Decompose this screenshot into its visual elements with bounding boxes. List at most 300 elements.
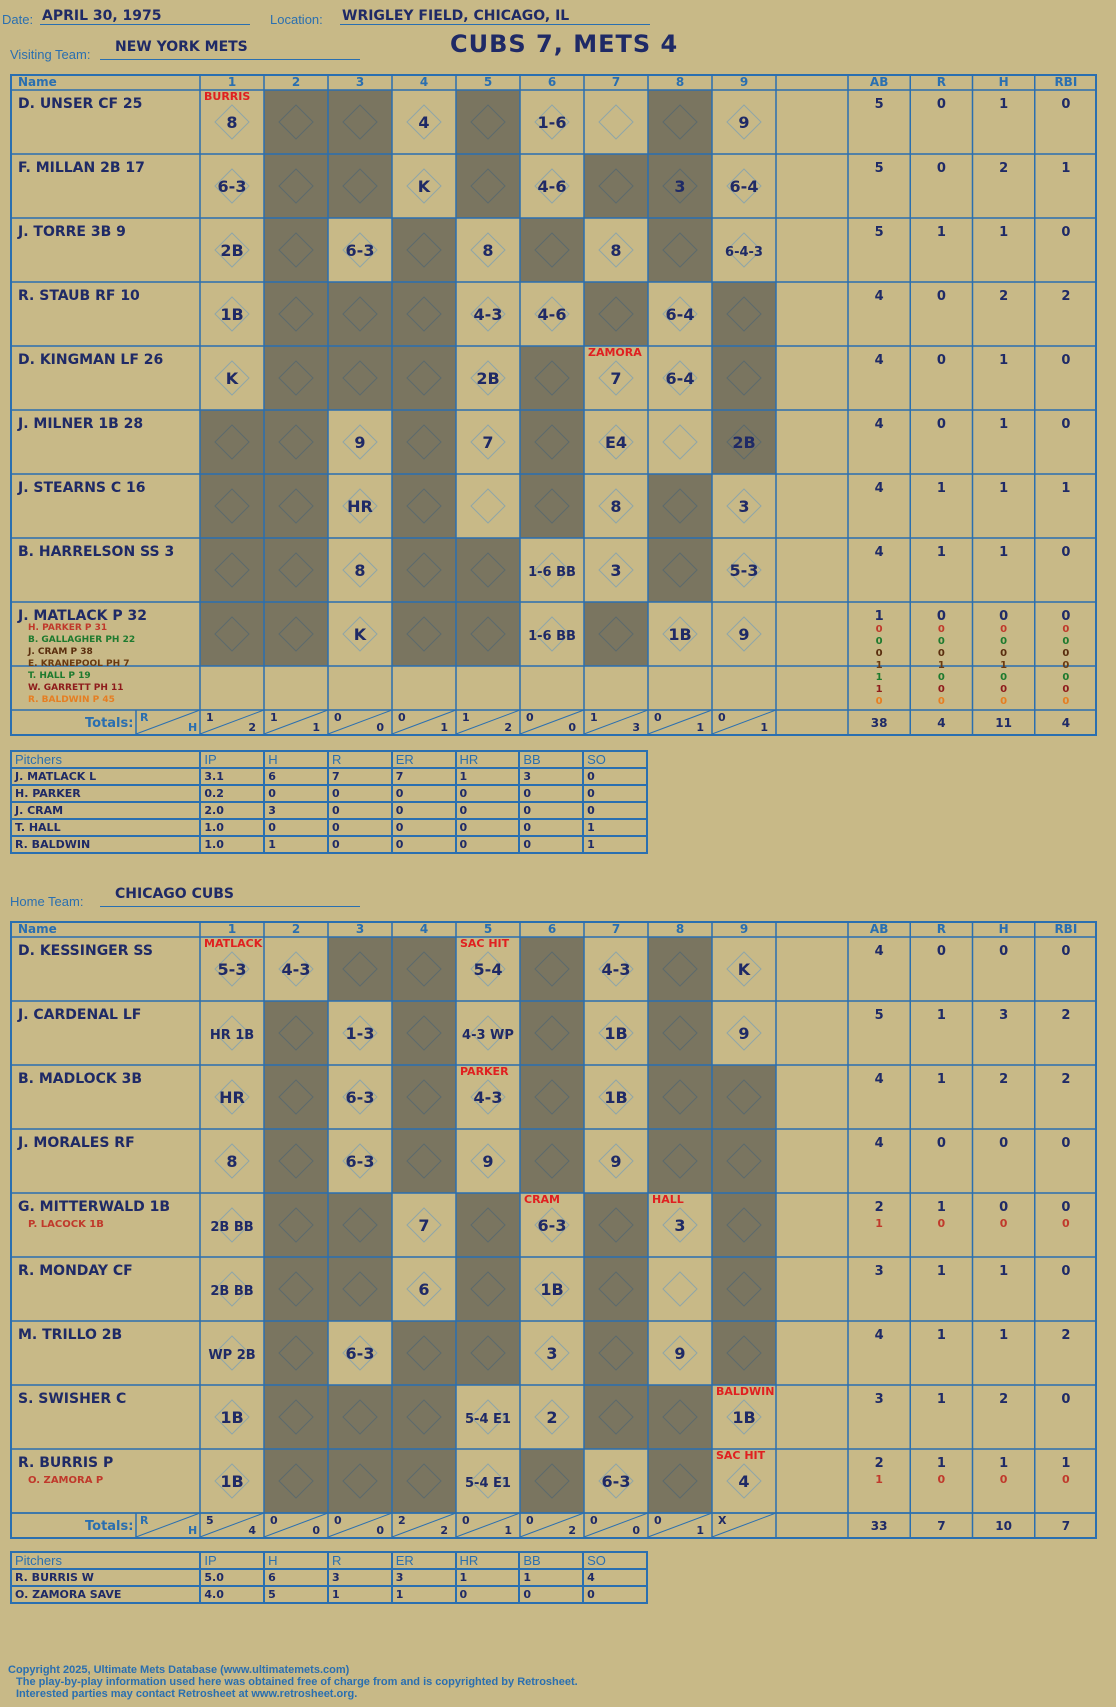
stat-header: H bbox=[998, 75, 1009, 89]
home-team-label: Home Team: bbox=[10, 894, 84, 909]
inning-header: 6 bbox=[547, 75, 557, 89]
inning-cell bbox=[456, 1321, 520, 1385]
play-result: 5-3 bbox=[217, 960, 247, 979]
play-result: 2B bbox=[220, 241, 244, 260]
batter-name: G. MITTERWALD 1B bbox=[18, 1199, 171, 1215]
batter-stat: 4 bbox=[874, 944, 884, 959]
inning-hits: 1 bbox=[440, 721, 448, 734]
pitcher-stat: 6 bbox=[264, 1569, 328, 1586]
inning-header: 3 bbox=[355, 75, 365, 89]
play-result: 5-4 bbox=[473, 960, 503, 979]
inning-runs: 0 bbox=[718, 711, 726, 724]
pitcher-name: R. BURRIS W bbox=[11, 1569, 200, 1586]
play-result: 9 bbox=[738, 1024, 750, 1043]
pitcher-stat: 0 bbox=[519, 1586, 583, 1603]
pitcher-stat: 0 bbox=[392, 802, 456, 819]
batter-stat: 2 bbox=[999, 1072, 1009, 1087]
pitch-col-header: SO bbox=[583, 751, 647, 768]
inning-cell bbox=[392, 937, 456, 1001]
inning-cell bbox=[712, 282, 776, 346]
inning-runs: 1 bbox=[590, 711, 598, 724]
play-result: 5-4 E1 bbox=[465, 1412, 511, 1427]
batter-name: D. KINGMAN LF 26 bbox=[18, 352, 164, 368]
batter-name: R. BURRIS P bbox=[18, 1455, 114, 1471]
batter-stat: 2 bbox=[874, 1456, 884, 1471]
inning-hits: 3 bbox=[632, 721, 640, 734]
batter-name: R. STAUB RF 10 bbox=[18, 288, 140, 304]
sub-stat: 0 bbox=[1000, 624, 1008, 635]
name-header: Name bbox=[18, 75, 57, 89]
batter-stat: 1 bbox=[1061, 481, 1071, 496]
inning-runs: 1 bbox=[206, 711, 214, 724]
batter-stat: 4 bbox=[874, 353, 884, 368]
total-stat: 38 bbox=[870, 716, 888, 730]
play-result: 4-6 bbox=[537, 177, 567, 196]
total-stat: 10 bbox=[995, 1519, 1012, 1533]
pitcher-row bbox=[11, 1569, 647, 1586]
inning-hits: 1 bbox=[504, 1524, 512, 1537]
pitcher-name: O. ZAMORA SAVE bbox=[11, 1586, 200, 1603]
play-result: K bbox=[417, 177, 431, 196]
inning-cell bbox=[456, 90, 520, 154]
inning-cell bbox=[456, 1257, 520, 1321]
inning-header: 8 bbox=[675, 922, 685, 936]
batter-stat: 2 bbox=[1061, 1328, 1071, 1343]
play-result: 1B bbox=[604, 1024, 628, 1043]
inning-hits: 0 bbox=[376, 721, 384, 734]
inning-runs: 0 bbox=[590, 1514, 598, 1527]
pitch-col-header: IP bbox=[200, 751, 264, 768]
batter-stat: 0 bbox=[1061, 1264, 1071, 1279]
pitcher-stat: 0 bbox=[264, 819, 328, 836]
totals-label: Totals: bbox=[85, 1519, 134, 1534]
inning-cell bbox=[328, 1385, 392, 1449]
home-scorecard bbox=[10, 921, 1097, 1539]
inning-cell bbox=[456, 1193, 520, 1257]
inning-runs: 0 bbox=[654, 711, 662, 724]
inning-cell bbox=[648, 937, 712, 1001]
inning-cell bbox=[648, 1257, 712, 1321]
batter-stat: 1 bbox=[999, 353, 1009, 368]
play-result: 9 bbox=[610, 1152, 622, 1171]
inning-cell bbox=[520, 937, 584, 1001]
play-result: 1B bbox=[604, 1088, 628, 1107]
pitcher-stat: 0 bbox=[519, 785, 583, 802]
sub-name: J. CRAM P 38 bbox=[28, 647, 93, 657]
pitch-col-header: ER bbox=[392, 1552, 456, 1569]
inning-cell bbox=[264, 538, 328, 602]
pitch-col-header: HR bbox=[456, 1552, 520, 1569]
sub-name: P. LACOCK 1B bbox=[28, 1219, 104, 1230]
inning-cell bbox=[648, 1065, 712, 1129]
play-result: 8 bbox=[226, 1152, 238, 1171]
play-result: E4 bbox=[604, 433, 628, 452]
inning-header: 4 bbox=[419, 922, 429, 936]
play-result: WP 2B bbox=[208, 1348, 256, 1363]
inning-hits: 2 bbox=[440, 1524, 448, 1537]
inning-cell bbox=[328, 1449, 392, 1513]
inning-runs: X bbox=[718, 1514, 727, 1527]
sub-stat: 0 bbox=[1062, 672, 1070, 683]
sub-stat: 0 bbox=[937, 684, 945, 695]
play-result: 1B bbox=[540, 1280, 564, 1299]
total-stat: 33 bbox=[870, 1519, 888, 1533]
inning-hits: 1 bbox=[696, 721, 704, 734]
pitcher-stat: 0 bbox=[456, 1586, 520, 1603]
inning-hits: 2 bbox=[248, 721, 256, 734]
play-result: 3 bbox=[674, 177, 686, 196]
inning-cell bbox=[328, 346, 392, 410]
inning-runs: 1 bbox=[270, 711, 278, 724]
play-result: K bbox=[737, 960, 751, 979]
batter-stat: 1 bbox=[999, 225, 1009, 240]
play-result: K bbox=[353, 625, 367, 644]
scorecard-note: HALL bbox=[652, 1193, 684, 1206]
batter-stat: 0 bbox=[1061, 1392, 1071, 1407]
batter-stat: 4 bbox=[874, 1328, 884, 1343]
batter-name: R. MONDAY CF bbox=[18, 1263, 133, 1279]
pitcher-stat: 1 bbox=[583, 819, 647, 836]
batter-stat: 0 bbox=[999, 609, 1009, 624]
inning-cell bbox=[712, 1257, 776, 1321]
inning-cell bbox=[264, 1257, 328, 1321]
batter-stat: 3 bbox=[999, 1008, 1009, 1023]
batter-stat: 2 bbox=[999, 1392, 1009, 1407]
pitcher-stat: 7 bbox=[392, 768, 456, 785]
inning-cell bbox=[392, 1129, 456, 1193]
inning-cell bbox=[584, 1257, 648, 1321]
play-result: 6-3 bbox=[217, 177, 247, 196]
play-result: 6-4 bbox=[665, 369, 695, 388]
batter-stat: 1 bbox=[936, 1328, 946, 1343]
pitcher-stat: 1 bbox=[456, 1569, 520, 1586]
inning-cell bbox=[648, 1449, 712, 1513]
play-result: 7 bbox=[482, 433, 494, 452]
batter-stat: 0 bbox=[999, 944, 1009, 959]
inning-cell bbox=[584, 154, 648, 218]
scorecard-note: BALDWIN bbox=[716, 1385, 775, 1398]
inning-cell bbox=[264, 602, 328, 666]
batter-stat: 1 bbox=[936, 1456, 946, 1471]
play-result: 7 bbox=[418, 1216, 430, 1235]
batter-stat: 0 bbox=[936, 289, 946, 304]
sub-stat: 0 bbox=[875, 636, 883, 647]
batter-stat: 2 bbox=[1061, 1008, 1071, 1023]
sub-stat: 0 bbox=[1000, 696, 1008, 707]
batter-name: D. KESSINGER SS bbox=[18, 943, 153, 959]
visiting-team-value: NEW YORK METS bbox=[115, 39, 248, 55]
play-result: 8 bbox=[610, 497, 622, 516]
inning-cell bbox=[392, 602, 456, 666]
batter-stat: 1 bbox=[936, 481, 946, 496]
batter-stat: 5 bbox=[874, 1008, 884, 1023]
sub-stat: 0 bbox=[1062, 684, 1070, 695]
play-result: 5-3 bbox=[729, 561, 759, 580]
inning-cell bbox=[328, 282, 392, 346]
pitcher-stat: 0 bbox=[328, 819, 392, 836]
inning-cell bbox=[264, 1385, 328, 1449]
inning-cell bbox=[456, 538, 520, 602]
inning-cell bbox=[584, 282, 648, 346]
batter-name: M. TRILLO 2B bbox=[18, 1327, 123, 1343]
pitcher-stat: 0 bbox=[583, 1586, 647, 1603]
batter-stat: 3 bbox=[874, 1392, 884, 1407]
batter-stat: 1 bbox=[999, 1456, 1009, 1471]
play-result: 6-3 bbox=[345, 1088, 375, 1107]
inning-hits: 1 bbox=[760, 721, 768, 734]
home-pitching-table bbox=[10, 1551, 648, 1604]
batter-stat: 5 bbox=[874, 161, 884, 176]
inning-cell bbox=[456, 474, 520, 538]
pitcher-stat: 0 bbox=[583, 785, 647, 802]
sub-name: O. ZAMORA P bbox=[28, 1475, 104, 1486]
sub-name: H. PARKER P 31 bbox=[28, 623, 108, 633]
stat-header: R bbox=[936, 922, 946, 936]
pitch-col-header: H bbox=[264, 1552, 328, 1569]
batter-stat: 4 bbox=[874, 545, 884, 560]
batter-stat: 0 bbox=[1061, 1136, 1071, 1151]
play-result: 4-3 WP bbox=[462, 1028, 514, 1043]
play-result: K bbox=[225, 369, 239, 388]
inning-cell bbox=[712, 1193, 776, 1257]
batter-stat: 0 bbox=[1061, 944, 1071, 959]
inning-cell bbox=[264, 1129, 328, 1193]
scorecard-note: PARKER bbox=[460, 1065, 509, 1078]
batter-stat: 1 bbox=[999, 481, 1009, 496]
inning-cell bbox=[392, 218, 456, 282]
inning-hits: 2 bbox=[568, 1524, 576, 1537]
play-result: 4-3 bbox=[473, 1088, 503, 1107]
inning-header: 9 bbox=[739, 75, 749, 89]
sub-stat: 0 bbox=[1000, 648, 1008, 659]
play-result: 4-3 bbox=[601, 960, 631, 979]
pitcher-stat: 0 bbox=[456, 802, 520, 819]
stat-header: RBI bbox=[1054, 922, 1078, 936]
sub-stat: 0 bbox=[1062, 624, 1070, 635]
inning-cell bbox=[520, 1129, 584, 1193]
inning-cell bbox=[328, 937, 392, 1001]
inning-cell bbox=[712, 1321, 776, 1385]
batter-stat: 1 bbox=[1061, 1456, 1071, 1471]
batter-stat: 0 bbox=[1061, 1200, 1071, 1215]
pitcher-stat: 0 bbox=[519, 836, 583, 853]
pitcher-stat: 1 bbox=[392, 1586, 456, 1603]
play-result: 9 bbox=[738, 625, 750, 644]
inning-cell bbox=[392, 410, 456, 474]
sub-stat: 0 bbox=[999, 1473, 1008, 1486]
batter-stat: 0 bbox=[999, 1136, 1009, 1151]
inning-cell bbox=[648, 1001, 712, 1065]
scorecard-note: SAC HIT bbox=[716, 1449, 766, 1462]
inning-runs: 2 bbox=[398, 1514, 406, 1527]
inning-cell bbox=[328, 154, 392, 218]
batter-stat: 1 bbox=[999, 417, 1009, 432]
sub-stat: 0 bbox=[875, 648, 883, 659]
play-result: 6 bbox=[418, 1280, 430, 1299]
batter-stat: 4 bbox=[874, 1136, 884, 1151]
inning-header: 6 bbox=[547, 922, 557, 936]
inning-cell bbox=[392, 282, 456, 346]
pitcher-stat: 0 bbox=[392, 819, 456, 836]
inning-hits: 0 bbox=[312, 1524, 320, 1537]
play-result: 4-3 bbox=[281, 960, 311, 979]
inning-hits: 0 bbox=[376, 1524, 384, 1537]
total-stat: 4 bbox=[1061, 716, 1071, 730]
play-result: 9 bbox=[738, 113, 750, 132]
play-result: 2B bbox=[732, 433, 756, 452]
inning-cell bbox=[520, 1449, 584, 1513]
pitcher-stat: 0 bbox=[456, 785, 520, 802]
inning-cell bbox=[200, 410, 264, 474]
inning-cell bbox=[392, 1385, 456, 1449]
pitcher-stat: 0 bbox=[392, 836, 456, 853]
total-stat: 7 bbox=[937, 1519, 946, 1533]
inning-runs: 1 bbox=[462, 711, 470, 724]
sub-stat: 0 bbox=[875, 696, 883, 707]
inning-header: 1 bbox=[227, 922, 237, 936]
batter-stat: 2 bbox=[874, 1200, 884, 1215]
batter-stat: 0 bbox=[936, 161, 946, 176]
inning-cell bbox=[456, 602, 520, 666]
pitcher-stat: 0 bbox=[456, 836, 520, 853]
inning-cell bbox=[392, 538, 456, 602]
pitcher-stat: 0 bbox=[456, 819, 520, 836]
sub-stat: 1 bbox=[875, 660, 883, 671]
inning-header: 2 bbox=[291, 922, 301, 936]
batter-stat: 0 bbox=[1061, 417, 1071, 432]
inning-cell bbox=[328, 90, 392, 154]
inning-hits: 2 bbox=[504, 721, 512, 734]
inning-cell bbox=[584, 1193, 648, 1257]
play-result: 1-6 BB bbox=[528, 629, 576, 644]
sub-stat: 1 bbox=[875, 684, 883, 695]
inning-cell bbox=[520, 410, 584, 474]
sub-stat: 0 bbox=[1062, 660, 1070, 671]
play-result: 6-4-3 bbox=[725, 245, 763, 260]
batter-stat: 1 bbox=[1061, 161, 1071, 176]
inning-cell bbox=[200, 538, 264, 602]
inning-cell bbox=[264, 1321, 328, 1385]
pitcher-stat: 3 bbox=[392, 1569, 456, 1586]
play-result: 3 bbox=[738, 497, 750, 516]
inning-hits: 1 bbox=[696, 1524, 704, 1537]
inning-cell bbox=[520, 1001, 584, 1065]
inning-header: 2 bbox=[291, 75, 301, 89]
sub-stat: 1 bbox=[937, 660, 945, 671]
pitcher-stat: 1.0 bbox=[200, 836, 264, 853]
inning-cell bbox=[200, 602, 264, 666]
pitcher-stat: 1 bbox=[519, 1569, 583, 1586]
batter-stat: 0 bbox=[1061, 97, 1071, 112]
inning-runs: 0 bbox=[526, 711, 534, 724]
play-result: 1B bbox=[668, 625, 692, 644]
pitchers-header: Pitchers bbox=[11, 751, 200, 768]
batter-stat: 0 bbox=[936, 353, 946, 368]
pitcher-stat: 0 bbox=[264, 785, 328, 802]
sub-stat: 0 bbox=[1062, 636, 1070, 647]
play-result: 1-6 bbox=[537, 113, 567, 132]
sub-stat: 0 bbox=[1000, 672, 1008, 683]
pitcher-stat: 1 bbox=[456, 768, 520, 785]
pitch-col-header: BB bbox=[519, 1552, 583, 1569]
play-result: 6-3 bbox=[345, 1344, 375, 1363]
total-stat: 11 bbox=[995, 716, 1012, 730]
batter-name: F. MILLAN 2B 17 bbox=[18, 160, 145, 176]
game-result-title: CUBS 7, METS 4 bbox=[450, 30, 679, 58]
sub-stat: 0 bbox=[937, 648, 945, 659]
batter-stat: 1 bbox=[936, 1072, 946, 1087]
totals-label: Totals: bbox=[85, 716, 134, 731]
play-result: 1-6 BB bbox=[528, 565, 576, 580]
total-stat: 4 bbox=[937, 716, 946, 730]
pitcher-row bbox=[11, 785, 647, 802]
batter-stat: 2 bbox=[1061, 289, 1071, 304]
pitcher-name: R. BALDWIN bbox=[11, 836, 200, 853]
batter-stat: 4 bbox=[874, 289, 884, 304]
play-result: 8 bbox=[226, 113, 238, 132]
pitcher-stat: 1 bbox=[328, 1586, 392, 1603]
sub-stat: 0 bbox=[999, 1217, 1008, 1230]
batter-name: J. CARDENAL LF bbox=[18, 1007, 142, 1023]
inning-cell bbox=[520, 474, 584, 538]
pitcher-row bbox=[11, 836, 647, 853]
play-result: 1-3 bbox=[345, 1024, 375, 1043]
date-label: Date: bbox=[2, 12, 34, 27]
totals-r-label: R bbox=[140, 1514, 149, 1527]
inning-cell bbox=[264, 1193, 328, 1257]
batter-stat: 4 bbox=[874, 417, 884, 432]
batter-stat: 1 bbox=[999, 1264, 1009, 1279]
pitcher-name: H. PARKER bbox=[11, 785, 200, 802]
pitch-col-header: ER bbox=[392, 751, 456, 768]
inning-cell bbox=[648, 538, 712, 602]
inning-cell bbox=[392, 1321, 456, 1385]
pitcher-stat: 0.2 bbox=[200, 785, 264, 802]
batter-stat: 2 bbox=[999, 161, 1009, 176]
date-value: APRIL 30, 1975 bbox=[42, 8, 162, 24]
inning-runs: 0 bbox=[654, 1514, 662, 1527]
pitcher-row bbox=[11, 819, 647, 836]
sub-stat: 0 bbox=[937, 636, 945, 647]
batter-stat: 3 bbox=[874, 1264, 884, 1279]
play-result: 1B bbox=[220, 1408, 244, 1427]
inning-cell bbox=[264, 218, 328, 282]
sub-name: E. KRANEPOOL PH 7 bbox=[28, 659, 130, 669]
play-result: 6-3 bbox=[537, 1216, 567, 1235]
inning-runs: 0 bbox=[462, 1514, 470, 1527]
home-team-value: CHICAGO CUBS bbox=[115, 886, 234, 902]
sub-stat: 0 bbox=[937, 1217, 946, 1230]
sub-name: B. GALLAGHER PH 22 bbox=[28, 635, 136, 645]
batter-stat: 0 bbox=[1061, 545, 1071, 560]
pitcher-stat: 1 bbox=[583, 836, 647, 853]
sub-stat: 0 bbox=[1062, 648, 1070, 659]
inning-cell bbox=[392, 474, 456, 538]
pitcher-stat: 0 bbox=[328, 785, 392, 802]
pitcher-name: J. CRAM bbox=[11, 802, 200, 819]
batter-stat: 1 bbox=[936, 1392, 946, 1407]
pitcher-stat: 0 bbox=[392, 785, 456, 802]
inning-cell bbox=[584, 1321, 648, 1385]
batter-name: J. MORALES RF bbox=[18, 1135, 135, 1151]
batter-name: D. UNSER CF 25 bbox=[18, 96, 143, 112]
batter-stat: 0 bbox=[999, 1200, 1009, 1215]
inning-header: 4 bbox=[419, 75, 429, 89]
sub-stat: 0 bbox=[875, 624, 883, 635]
sub-stat: 0 bbox=[937, 1473, 946, 1486]
visitor-pitching-table bbox=[10, 750, 648, 854]
batter-stat: 1 bbox=[936, 1264, 946, 1279]
